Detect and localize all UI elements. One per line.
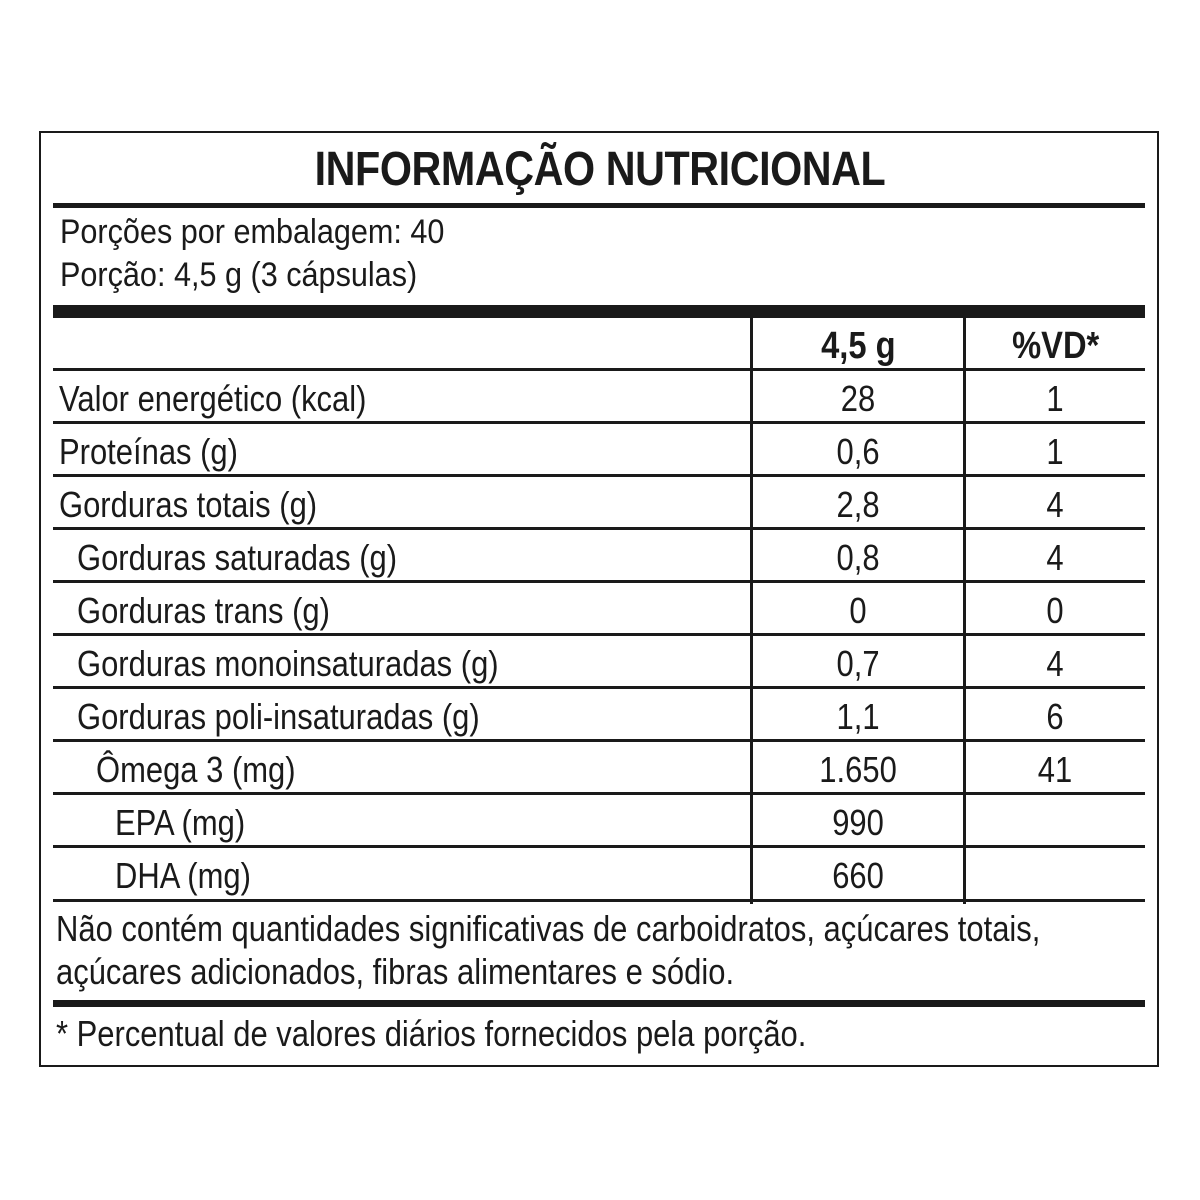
nutrient-label: Valor energético (kcal) xyxy=(59,378,367,419)
nutrient-quantity: 1,1 xyxy=(836,696,880,737)
nutrient-quantity: 0,8 xyxy=(836,537,880,578)
nutrition-table xyxy=(53,318,1145,904)
table-row xyxy=(53,689,1145,742)
nutrient-daily-value: 0 xyxy=(1046,590,1065,631)
table-row xyxy=(53,530,1145,583)
nutrient-label: Gorduras trans (g) xyxy=(77,590,330,631)
table-row xyxy=(53,371,1145,424)
table-row xyxy=(53,636,1145,689)
nutrient-label: Gorduras poli-insaturadas (g) xyxy=(77,696,480,737)
nutrient-quantity: 2,8 xyxy=(836,484,880,525)
nutrient-quantity: 0 xyxy=(849,590,867,631)
table-row xyxy=(53,742,1145,795)
table-row xyxy=(53,424,1145,477)
serving-size: Porção: 4,5 g (3 cápsulas) xyxy=(60,256,418,294)
nutrient-daily-value: 4 xyxy=(1046,484,1065,525)
nutrient-daily-value: 6 xyxy=(1046,696,1065,737)
nutrient-quantity: 0,7 xyxy=(836,643,880,684)
header-daily-value: %VD* xyxy=(1011,325,1100,367)
footnote-divider xyxy=(53,1000,1145,1007)
nutrient-label: Ômega 3 (mg) xyxy=(96,749,296,790)
nutrient-label: Proteínas (g) xyxy=(59,431,238,472)
disclaimer-line-1: Não contém quantidades significativas de carboidratos, açúcares totais, xyxy=(56,908,1041,949)
servings-per-package: Porções por embalagem: 40 xyxy=(60,213,445,251)
table-row xyxy=(53,848,1145,901)
nutrient-quantity: 0,6 xyxy=(836,431,880,472)
nutrient-label: Gorduras monoinsaturadas (g) xyxy=(77,643,499,684)
header-quantity: 4,5 g xyxy=(820,325,896,367)
title-divider xyxy=(53,203,1145,208)
table-row xyxy=(53,583,1145,636)
nutrient-quantity: 1.650 xyxy=(819,749,897,790)
table-row xyxy=(53,795,1145,848)
nutrient-daily-value xyxy=(966,848,1145,901)
nutrient-daily-value xyxy=(966,795,1145,848)
nutrient-daily-value: 41 xyxy=(1038,749,1073,790)
nutrient-daily-value: 1 xyxy=(1046,431,1065,472)
footnote: * Percentual de valores diários fornecidos pela porção. xyxy=(56,1013,807,1054)
nutrient-daily-value: 4 xyxy=(1046,643,1065,684)
disclaimer-line-2: açúcares adicionados, fibras alimentares e sódio. xyxy=(56,951,735,992)
nutrient-label: Gorduras totais (g) xyxy=(59,484,318,525)
nutrient-quantity: 660 xyxy=(832,855,884,896)
nutrient-daily-value: 4 xyxy=(1046,537,1065,578)
nutrient-quantity: 990 xyxy=(832,802,884,843)
label-title: INFORMAÇÃO NUTRICIONAL xyxy=(314,143,886,196)
nutrient-daily-value: 1 xyxy=(1046,378,1065,419)
nutrient-label: Gorduras saturadas (g) xyxy=(77,537,398,578)
thick-divider xyxy=(53,305,1145,318)
nutrient-quantity: 28 xyxy=(840,378,876,419)
table-header-row xyxy=(53,318,1145,371)
nutrient-label: EPA (mg) xyxy=(115,802,246,843)
table-row xyxy=(53,477,1145,530)
nutrient-label: DHA (mg) xyxy=(115,855,251,896)
table-bottom-rule xyxy=(53,899,1145,902)
